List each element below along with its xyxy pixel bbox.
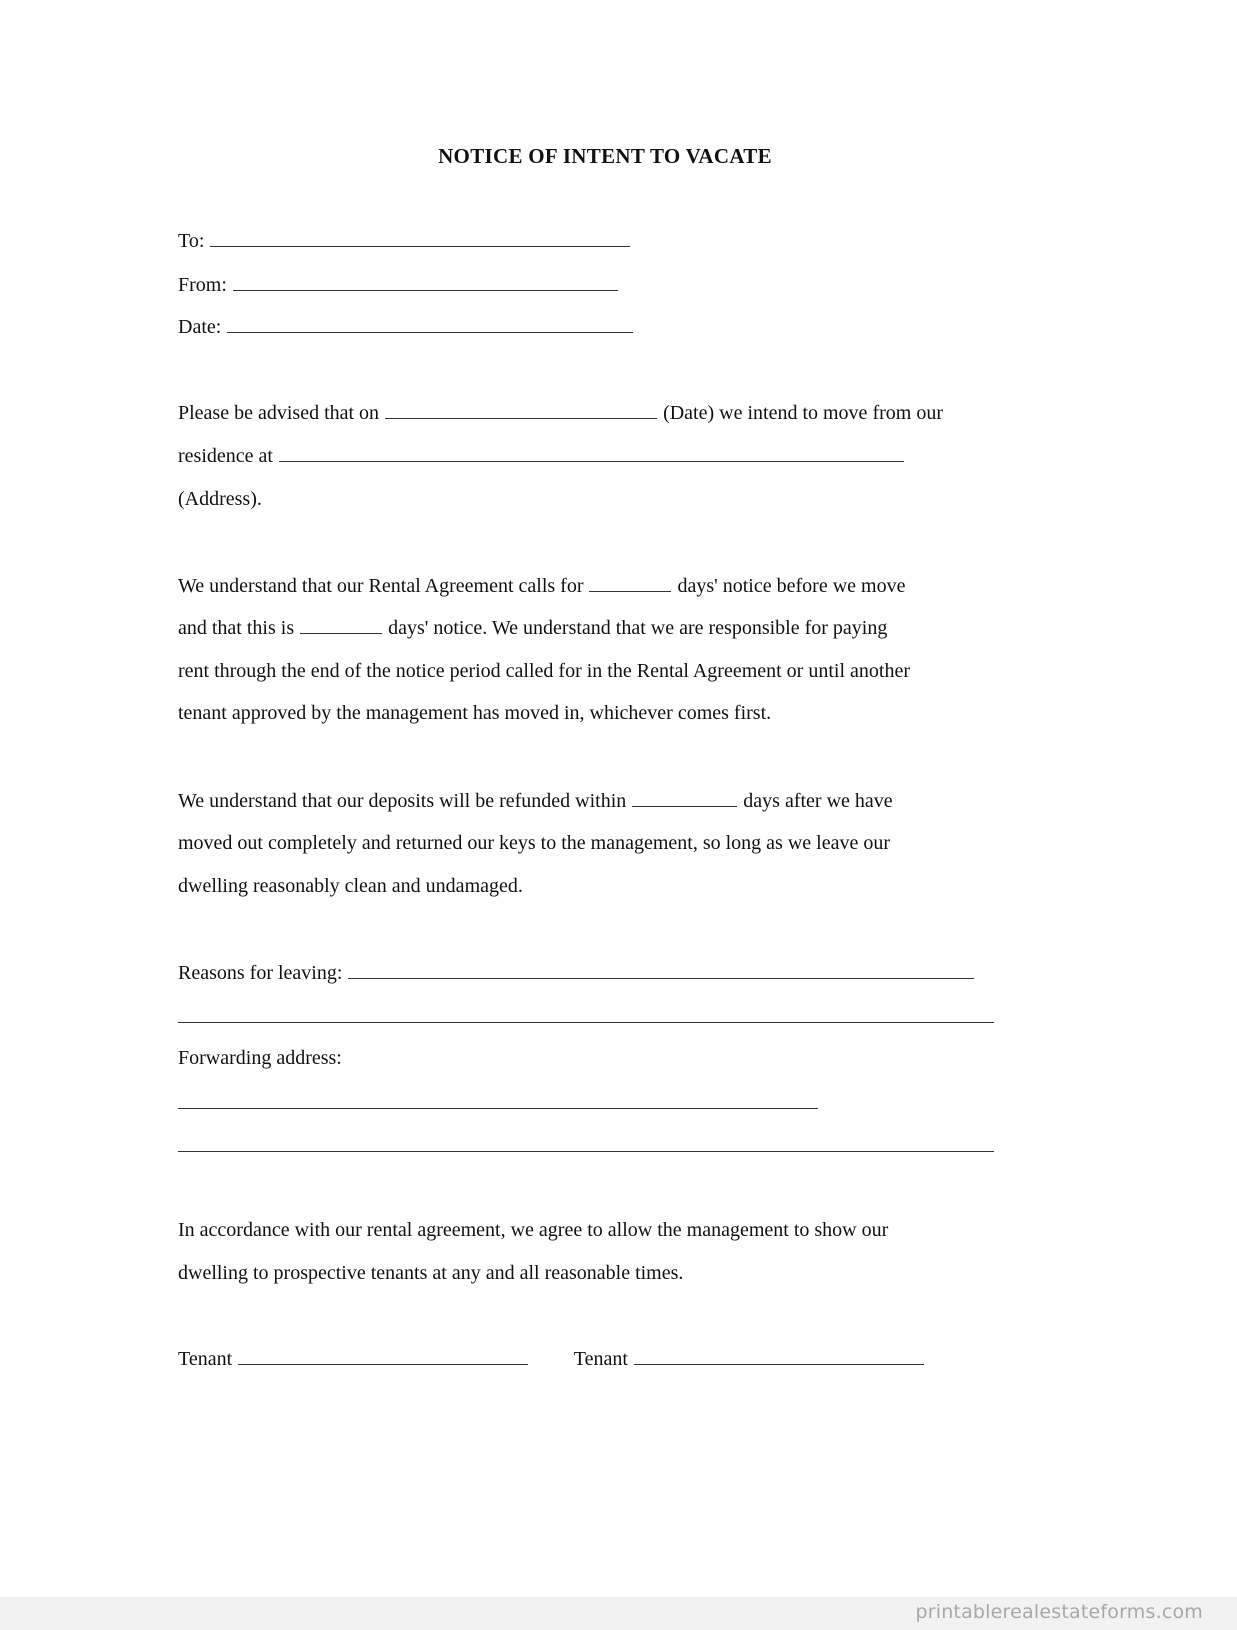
watermark-bar: [0, 1597, 1237, 1630]
para4-line2: dwelling to prospective tenants at any and all reasonable times.: [178, 1262, 684, 1284]
para1-text-a: Please be advised that on: [178, 402, 380, 424]
refund-days-field[interactable]: [632, 788, 737, 807]
para1-line1: [178, 400, 943, 425]
para2-line1: [178, 573, 905, 598]
reasons-label: Reasons for leaving:: [178, 962, 343, 984]
reasons-row: [178, 960, 980, 985]
tenant1-signature-field[interactable]: [238, 1346, 528, 1365]
para3-text-b: days after we have: [743, 790, 893, 812]
para3-line3: dwelling reasonably clean and undamaged.: [178, 875, 523, 897]
forwarding-address-field-line1[interactable]: [178, 1090, 818, 1109]
tenant1-label: Tenant: [178, 1348, 233, 1370]
residence-address-field[interactable]: [279, 443, 904, 462]
move-date-field[interactable]: [385, 400, 657, 419]
from-field-row: [178, 272, 624, 297]
para2-line3: rent through the end of the notice period called for in the Rental Agreement or until another: [178, 660, 910, 682]
residence-label: residence at: [178, 445, 273, 467]
document-title: NOTICE OF INTENT TO VACATE: [438, 144, 772, 168]
para2-text-d: days' notice. We understand that we are responsible for paying: [388, 617, 888, 639]
date-field[interactable]: [227, 314, 633, 333]
para1-line3: (Address).: [178, 488, 262, 510]
tenant2-label: Tenant: [573, 1348, 628, 1370]
para2-line2: [178, 615, 887, 640]
from-label: From:: [178, 274, 227, 296]
given-notice-days-field[interactable]: [300, 615, 382, 634]
reasons-row-2: [178, 1004, 1000, 1029]
forwarding-address-field-line2[interactable]: [178, 1133, 994, 1152]
para1-text-b: (Date) we intend to move from our: [663, 402, 943, 424]
watermark-text: printablerealestateforms.com: [915, 1601, 1203, 1623]
forwarding-row-1: [178, 1090, 824, 1115]
required-notice-days-field[interactable]: [589, 573, 671, 592]
para1-line2: [178, 443, 910, 468]
to-label: To:: [178, 230, 205, 252]
para3-text-a: We understand that our deposits will be refunded within: [178, 790, 627, 812]
para3-line1: [178, 788, 893, 813]
to-field-row: [178, 228, 636, 253]
para2-text-a: We understand that our Rental Agreement calls for: [178, 575, 584, 597]
reasons-field[interactable]: [348, 960, 974, 979]
forwarding-label: Forwarding address:: [178, 1047, 342, 1069]
from-field[interactable]: [233, 272, 618, 291]
forwarding-row-2: [178, 1133, 1000, 1158]
signature-row: [178, 1346, 930, 1371]
to-field[interactable]: [210, 228, 630, 247]
para2-line4: tenant approved by the management has moved in, whichever comes first.: [178, 702, 772, 724]
date-field-row: [178, 314, 639, 339]
reasons-field-line2[interactable]: [178, 1004, 994, 1023]
para3-line2: moved out completely and returned our keys to the management, so long as we leave our: [178, 832, 891, 854]
date-label: Date:: [178, 316, 222, 338]
para2-text-c: and that this is: [178, 617, 295, 639]
para2-text-b: days' notice before we move: [677, 575, 906, 597]
para4-line1: In accordance with our rental agreement, we agree to allow the management to show our: [178, 1219, 889, 1241]
tenant2-signature-field[interactable]: [634, 1346, 924, 1365]
